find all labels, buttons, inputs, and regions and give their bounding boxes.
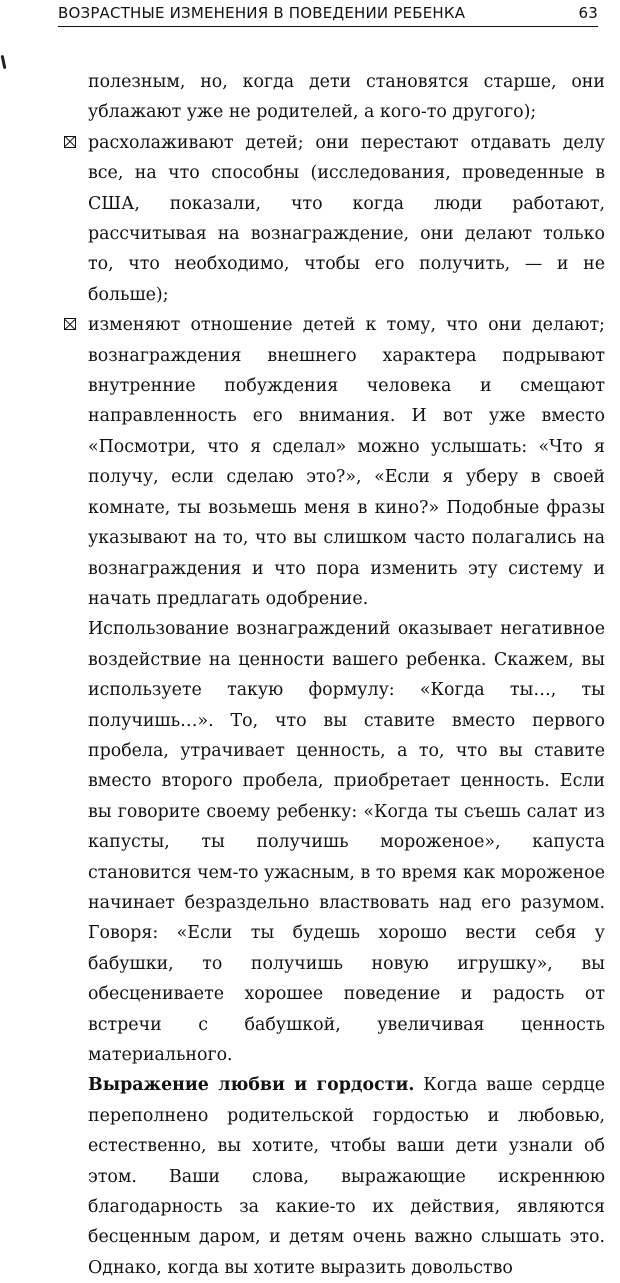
paragraph-text: Когда ваше сердце переполнено родительской гордостью и любовью, естественно, вы хотите, чтобы ваши дети узнали об этом. Ваши слова, выражающие искреннюю благодарность за какие-то их действия, являются бесценным даром, и детям очень важно слышать это. Однако, когда вы хотите выразить довольство [88, 1075, 605, 1278]
checkbox-bullet-icon [64, 136, 76, 148]
paragraph [88, 1070, 605, 1283]
paragraph-continuation: полезным, но, когда дети становятся старше, они ублажают уже не родителей, а кого-то другого); [88, 72, 605, 123]
bullet-text: расхолаживают детей; они перестают отдавать делу все, на что способны (исследования, проведенные в США, показали, что когда люди работают, рассчитывая на вознаграждение, они делают только то, что необходимо, чтобы его получить, — и не больше); [88, 132, 605, 305]
run-in-heading: Выражение любви и гордости. [88, 1075, 415, 1096]
page-number: 63 [578, 4, 598, 22]
running-title: ВОЗРАСТНЫЕ ИЗМЕНЕНИЯ В ПОВЕДЕНИИ РЕБЕНКА [58, 4, 466, 22]
checkbox-bullet-icon [64, 318, 76, 330]
margin-mark [1, 55, 7, 69]
running-head [58, 4, 598, 27]
body-text [88, 67, 605, 1283]
bullet-text: изменяют отношение детей к тому, что они делают; вознаграждения внешнего характера подрывают внутренние побуждения человека и смещают направленность его внимания. И вот уже вместо «Посмотри, что я сделал» можно услышать: «Что я получу, если сделаю это?», «Если я уберу в своей комнате, ты возьмешь меня в кино?» Подобные фразы указывают на то, что вы слишком часто полагались на вознаграждения и что пора изменить эту систему и начать предлагать одобрение. [88, 315, 605, 609]
bullet-item [88, 310, 605, 614]
bullet-item [88, 128, 605, 310]
paragraph: Использование вознаграждений оказывает негативное воздействие на ценности вашего ребенка. Скажем, вы используете такую формулу: «Когда ты…, ты получишь…». То, что вы ставите вместо первого пробела, утрачивает ценность, а то, что вы ставите вместо второго пробела, приобретает ценность. Если вы говорите своему ребенку: «Когда ты съешь салат из капусты, ты получишь мороженое», капуста становится чем-то ужасным, в то время как мороженое начинает безраздельно властвовать над его разумом. Говоря: «Если ты будешь хорошо вести себя у бабушки, то получишь новую игрушку», вы обесцениваете хорошее поведение и радость от встречи с бабушкой, увеличивая ценность материального. [88, 619, 605, 1065]
